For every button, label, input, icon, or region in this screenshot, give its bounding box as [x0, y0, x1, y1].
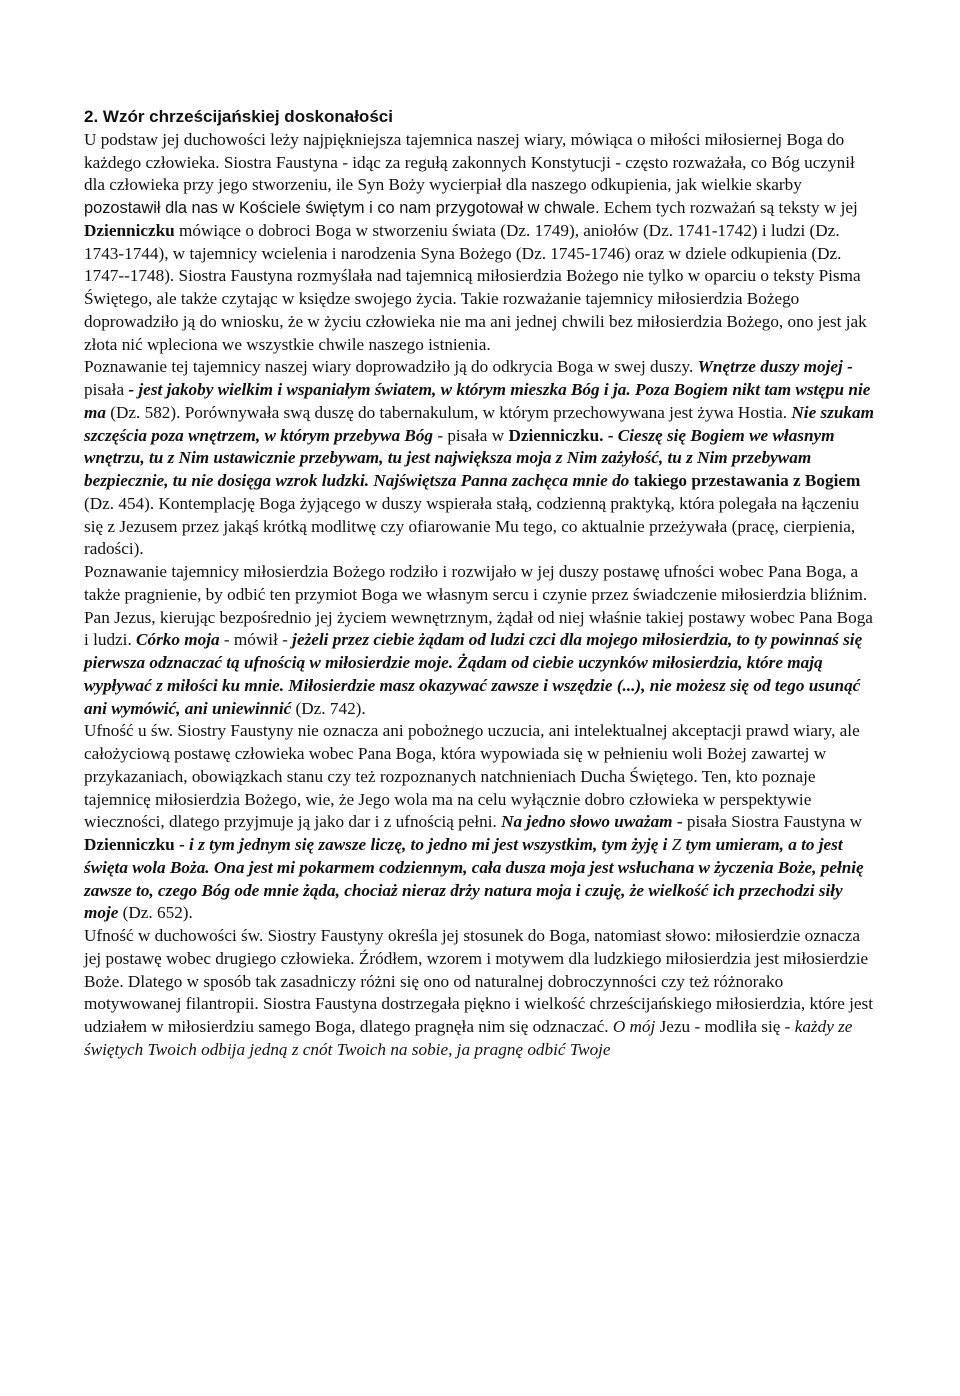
text-run: Wnętrze duszy mojej - [697, 357, 853, 377]
text-run: pisała [84, 380, 125, 399]
text-run: U podstaw jej duchowości leży najpiękniejsza tajemnica naszej wiary, mówiąca o miłości miłosiernej Boga do każdego człowieka. Siostra Faustyna - idąc za regułą zakonnych Konstytucji - często rozważała, co Bóg uczynił dla człowieka przy jego stworzeniu, ile Syn Boży wycierpiał dla naszego odkupienia, jak wielkie skarby [84, 129, 855, 195]
text-run: - pisała w [433, 425, 509, 445]
text-run: (Dz. 582). Porównywała swą duszę do tabernakulum, w którym przechowywana jest żywa Hostia. [105, 402, 792, 422]
text-run: O mój [612, 1017, 660, 1036]
text-run: (Dz. 742). [291, 698, 366, 718]
text-run: pozostawił dla nas w Kościele świętym i co nam przygotował w chwale. [84, 199, 600, 217]
text-run: i z tym jednym się zawsze liczę, to jedno mi jest wszystkim, tym żyję i [189, 835, 672, 854]
paragraph-2 [84, 356, 874, 561]
text-run: (Dz. 652). [118, 903, 193, 923]
document-body [84, 106, 874, 1062]
text-run: (Dz. 454). Kontemplację Boga żyjącego w duszy wspierała stałą, codzienną praktyką, która polegała na łączeniu się z Jezusem przez jakąś krótką modlitwę czy ofiarowanie Mu tego, co aktualnie przeżywała (pracę, cierpienia, radości). [84, 493, 860, 559]
text-run: Córko moja [136, 630, 220, 650]
text-run: Jezu - modliła się - [659, 1017, 795, 1036]
text-run: pisała Siostra Faustyna w [686, 812, 863, 832]
text-run: Na jedno słowo uważam [501, 812, 673, 832]
section-heading: 2. Wzór chrześcijańskiej doskonałości [84, 107, 393, 126]
text-run: Echem tych rozważań są teksty w jej [599, 198, 858, 217]
text-run: Poznawanie tej tajemnicy naszej wiary doprowadziło ją do odkrycia Boga w swej duszy. [84, 357, 698, 377]
text-run: Ufność w duchowości św. Siostry Faustyny określa jej stosunek do Boga, natomiast słowo: miłosierdzie oznacza jej postawę wobec drugiego człowieka. Źródłem, wzorem i motywem dla ludzkiego miłosierdzia jest miłosierdzie Boże. Dlatego w sposób tak zasadniczy różni się ono od naturalnej dobroczynności czy też różnorako motywowanej filantropii. Siostra Faustyna dostrzegała piękno i wielkość chrześcijańskiego miłosierdzia, które jest udziałem w miłosierdziu samego Boga, dlatego pragnęła nim się odznaczać. [84, 926, 873, 1036]
text-run: Dzienniczku [84, 835, 175, 854]
text-run: Dzienniczku. [508, 425, 604, 445]
text-run: Z [671, 835, 682, 854]
text-run: - mówił - [219, 630, 293, 650]
text-run: - [603, 425, 618, 445]
paragraph-5 [84, 925, 874, 1062]
text-run: - [672, 812, 687, 832]
text-run: Poznawanie tajemnicy miłosierdzia Bożego rodziło i rozwijało w jej duszy postawę ufności wobec Pana Boga, a także pragnienie, by odbić ten przymiot Boga we własnym sercu i czynie przez świadczenie miłosierdzia bliźnim. Pan Jezus, kierując bezpośrednio jej życiem wewnętrznym, żądał od niej właśnie takiej postawy wobec Pana Boga i ludzi. [84, 562, 873, 650]
paragraph-1 [84, 129, 874, 357]
text-run: takiego przestawania z Bogiem [633, 471, 861, 490]
paragraph-4 [84, 720, 874, 925]
text-run: Nie szukam szczęścia poza wnętrzem, w którym przebywa Bóg [84, 402, 874, 445]
text-run: każdy ze świętych Twoich odbija jedną z cnót Twoich na sobie, ja pragnę odbić Twoje [84, 1017, 853, 1059]
text-run: tym umieram, a to jest święta wola Boża. Ona jest mi pokarmem codziennym, cała dusza moja jest wsłuchana w życzenia Boże, pełnię zawsze to, czego Bóg ode mnie żąda, chociaż nieraz drży natura moja i czuję, że wielkość ich przechodzi siły moje [84, 835, 864, 923]
text-run: - jest jakoby wielkim i wspaniałym światem, w którym mieszka Bóg i ja. Poza Bogiem nikt tam wstępu nie ma [84, 380, 871, 422]
paragraph-3 [84, 561, 874, 720]
text-run: Dzienniczku [84, 220, 175, 240]
text-run: jeżeli przez ciebie żądam od ludzi czci dla mojego miłosierdzia, to ty powinnaś się pierwsza odznaczać tą ufnością w miłosierdzie moje. Żądam od ciebie uczynków miłosierdzia, które mają wypływać z miłości ku mnie. Miłosierdzie masz okazywać zawsze i wszędzie (...), nie możesz się od tego usunąć ani wymówić, ani uniewinnić [84, 630, 863, 718]
text-run: - [174, 835, 190, 854]
text-run: mówiące o dobroci Boga w stworzeniu świata (Dz. 1749), aniołów (Dz. 1741-1742) i ludzi (Dz. 1743-1744), w tajemnicy wcielenia i narodzenia Syna Bożego (Dz. 1745-1746) oraz w dziele odkupienia (Dz. 1747--1748). Siostra Faustyna rozmyślała nad tajemnicą miłosierdzia Bożego nie tylko w oparciu o teksty Pisma Świętego, ale także czytając w księdze swojego życia. Takie rozważanie tajemnicy miłosierdzia Bożego doprowadziło ją do wniosku, że w życiu człowieka nie ma ani jednej chwili bez miłosierdzia Bożego, ono jest jak złota nić wpleciona we wszystkie chwile naszego istnienia. [84, 220, 867, 354]
text-run: Ufność u św. Siostry Faustyny nie oznacza ani pobożnego uczucia, ani intelektualnej akceptacji prawd wiary, ale całożyciową postawę człowieka wobec Pana Boga, która wypowiada się w pełnieniu woli Bożej zawartej w przykazaniach, obowiązkach stanu czy też rozpoznanych natchnieniach Ducha Świętego. Ten, kto poznaje tajemnicę miłosierdzia Bożego, wie, że Jego wola ma na celu wyłącznie dobro człowieka w perspektywie wieczności, dlatego przyjmuje ją jako dar i z ufnością pełni. [84, 721, 860, 832]
text-run: Cieszę się Bogiem we własnym wnętrzu, tu z Nim ustawicznie przebywam, tu jest największa moja z Nim zażyłość, tu z Nim przebywam bezpiecznie, tu nie dosięga wzrok ludzki. Najświętsza Panna zachęca mnie do [84, 425, 835, 490]
